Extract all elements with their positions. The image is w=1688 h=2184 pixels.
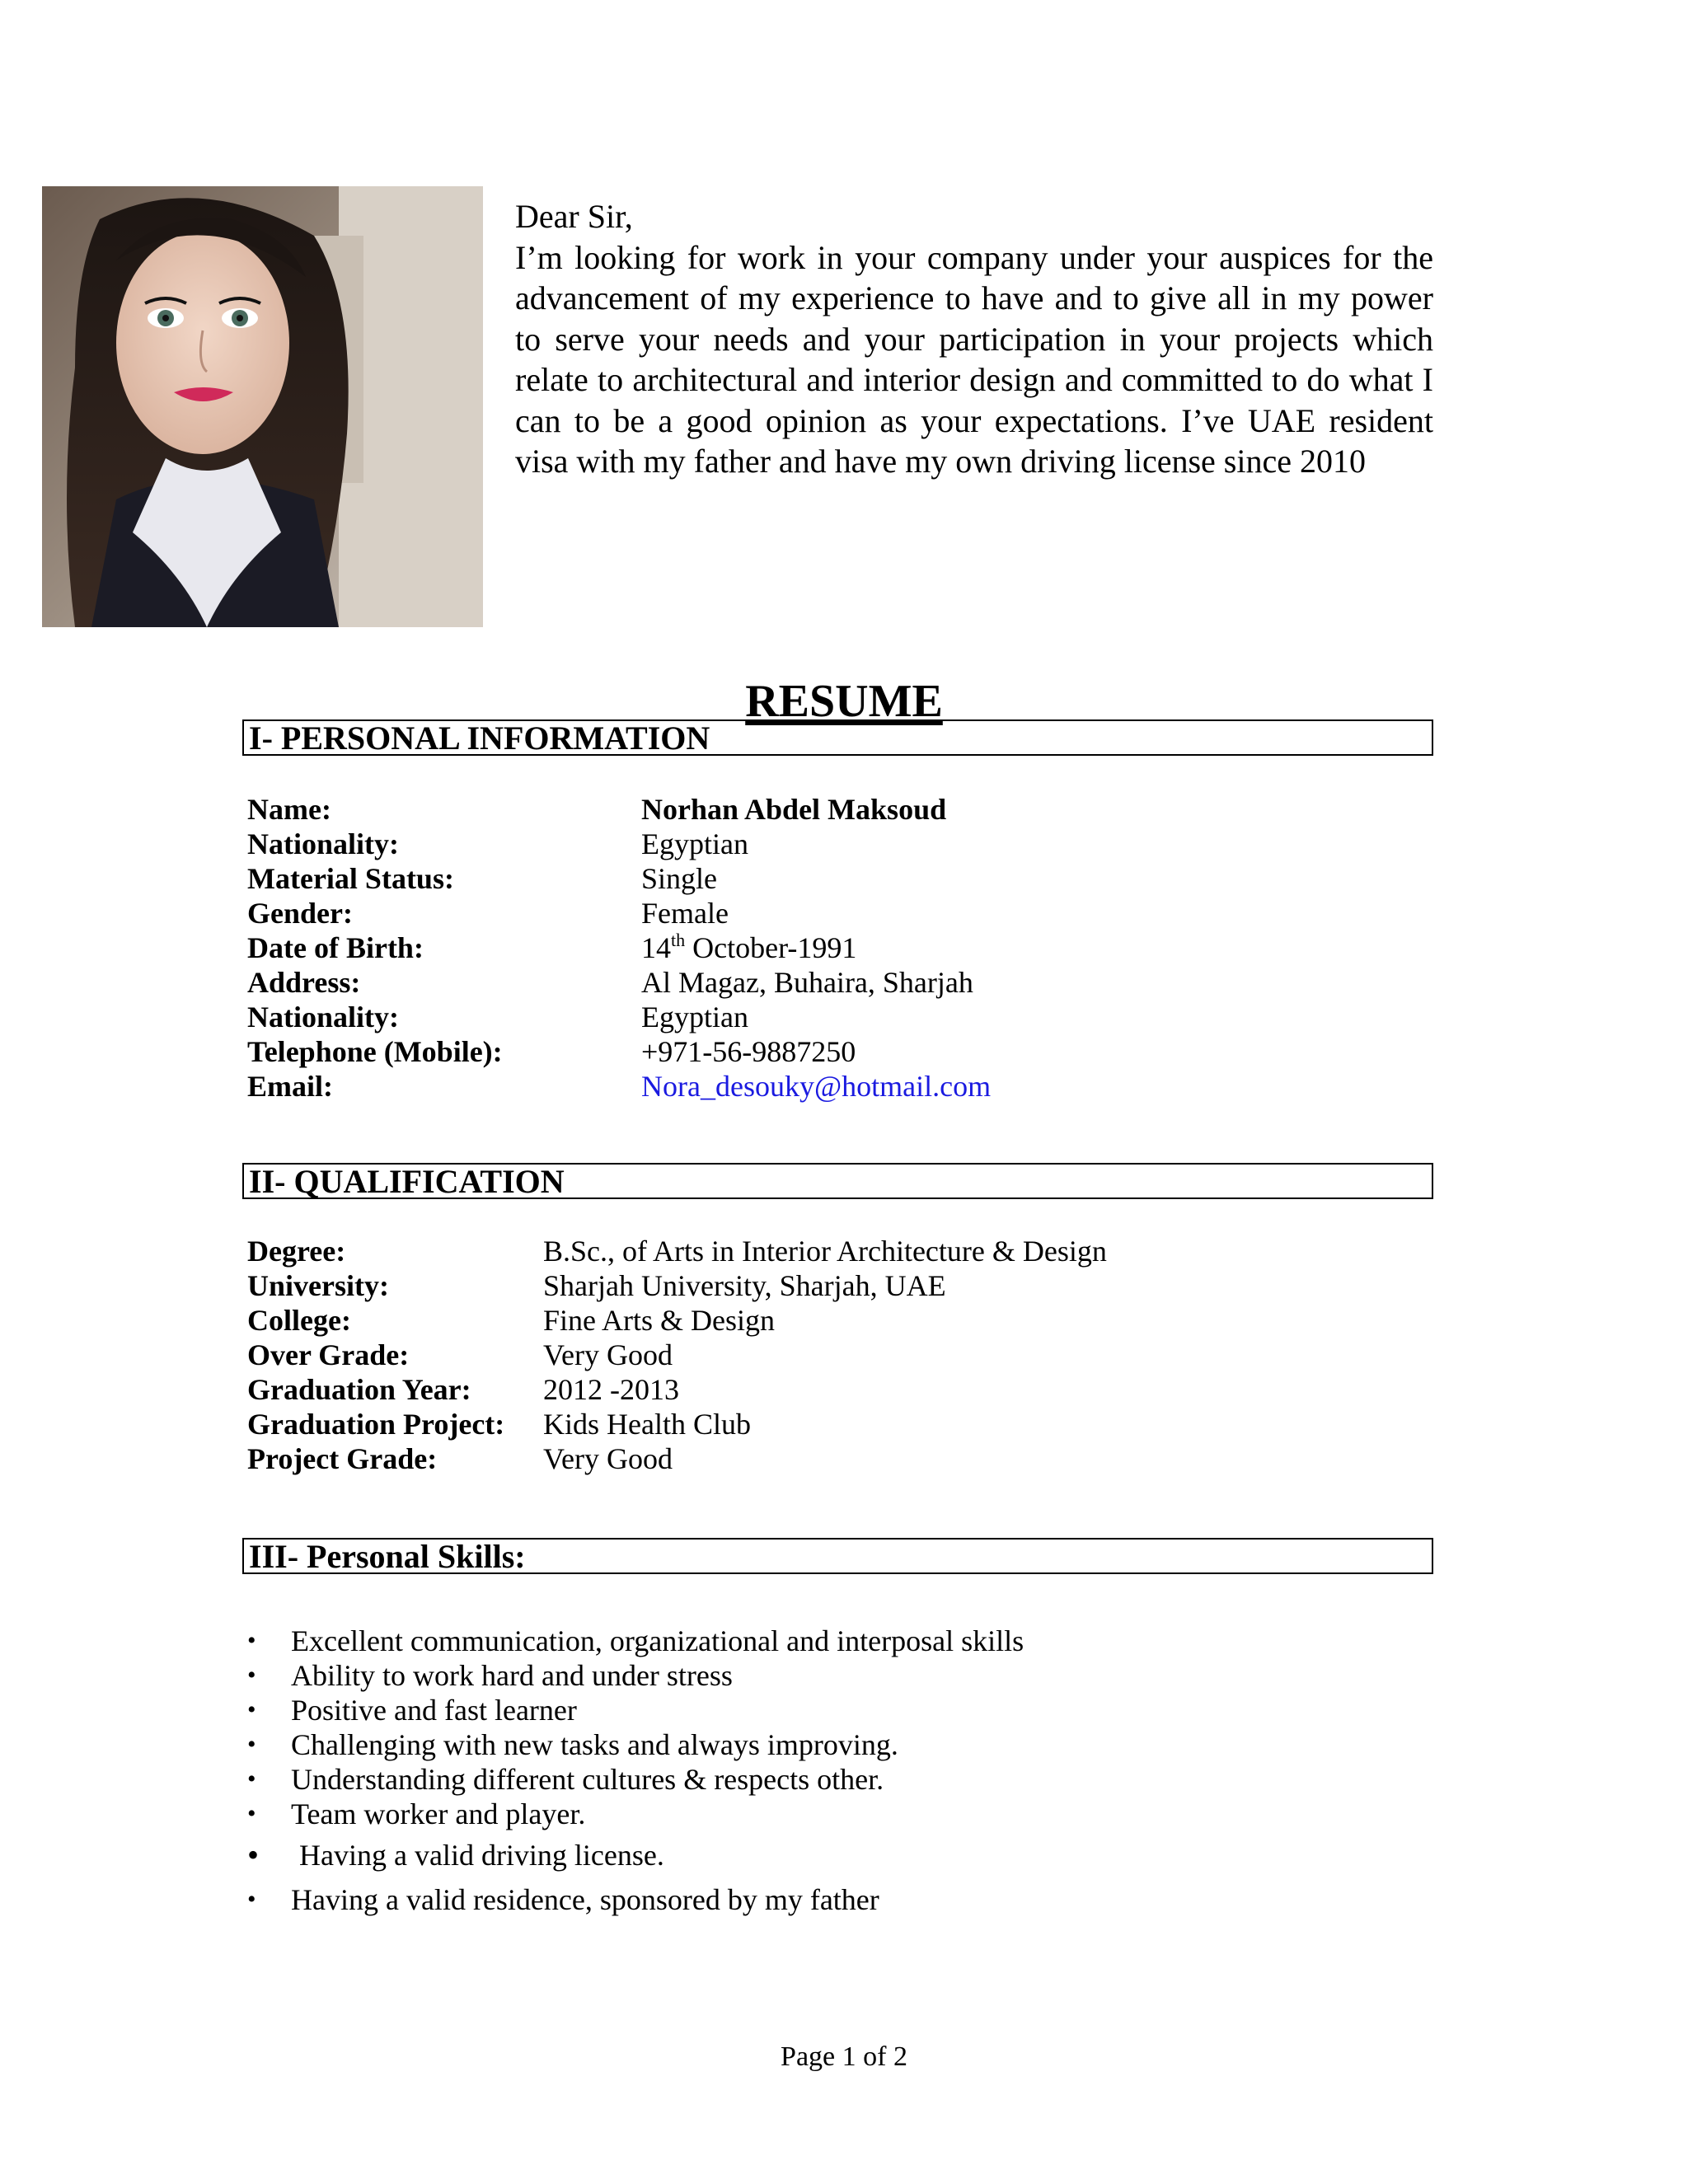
bullet-icon: • [247,1696,256,1723]
field-label: Project Grade: [247,1442,438,1475]
cover-letter [515,196,1433,482]
field-label: Address: [247,966,361,999]
table-row [247,1000,991,1034]
birth-day: 14 [641,931,671,964]
bullet-icon: • [247,1765,256,1793]
field-label: Material Status: [247,862,454,895]
bullet-icon: • [247,1836,260,1873]
personal-info-heading: I- PERSONAL INFORMATION [242,719,1433,756]
field-label: Date of Birth: [247,931,424,964]
list-item: • Having a valid residence, sponsored by my father [247,1883,879,1916]
email-cell [641,1069,991,1104]
table-row [247,1407,1107,1441]
table-row [247,1034,991,1069]
marital-status-value: Single [641,862,718,895]
field-label: Over Grade: [247,1338,410,1371]
college-value: Fine Arts & Design [543,1304,776,1337]
over-grade-value: Very Good [543,1338,673,1371]
list-item: • Team worker and player. [247,1797,586,1830]
birth-month-year: October-1991 [685,931,857,964]
table-row [247,1069,991,1104]
nationality-value: Egyptian [641,1001,748,1033]
address-value: Al Magaz, Buhaira, Sharjah [641,966,973,999]
field-label: Name: [247,793,331,826]
field-label: Nationality: [247,827,399,860]
personal-info-table [247,792,991,1104]
letter-body: I’m looking for work in your company under your auspices for the advancement of my experience to have and to give all in my power to serve your needs and your participation in your projects which relate to architectural and interior design and committed to do what I can to be a good opinion as your expectations. I’ve UAE resident visa with my father and have my own driving license since 2010 [515,238,1433,480]
personal-skills-heading: III- Personal Skills: [242,1538,1433,1574]
table-row [247,792,991,827]
date-of-birth-value [641,930,991,965]
qualification-heading: II- QUALIFICATION [242,1163,1433,1199]
field-label: Graduation Project: [247,1408,505,1441]
field-label: Gender: [247,897,353,930]
list-item: • Having a valid driving license. [247,1836,664,1873]
ordinal-suffix: th [671,930,686,950]
degree-value: B.Sc., of Arts in Interior Architecture & Design [543,1235,1107,1268]
field-label: Graduation Year: [247,1373,471,1406]
table-row [247,1234,1107,1268]
profile-photo [42,186,483,627]
list-item: • Challenging with new tasks and always improving. [247,1728,898,1761]
skills-list [247,1624,1024,1917]
resume-title: RESUME [745,676,943,727]
table-row [247,1338,1107,1372]
field-label: Telephone (Mobile): [247,1035,503,1068]
university-value: Sharjah University, Sharjah, UAE [543,1269,946,1302]
table-row [247,930,991,965]
graduation-year-value: 2012 -2013 [543,1373,679,1406]
letter-greeting: Dear Sir, [515,198,633,235]
nationality-value: Egyptian [641,827,748,860]
table-row [247,1303,1107,1338]
table-row [247,896,991,930]
page-number: Page 1 of 2 [781,2041,907,2072]
bullet-icon: • [247,1731,256,1758]
bullet-icon: • [247,1627,256,1654]
table-row [247,1372,1107,1407]
list-item: • Ability to work hard and under stress [247,1659,733,1692]
profile-photo-image [42,186,483,627]
field-label: Nationality: [247,1001,399,1033]
table-row [247,861,991,896]
telephone-value: +971-56-9887250 [641,1035,856,1068]
email-link[interactable]: Nora_desouky@hotmail.com [641,1070,992,1103]
field-label: Degree: [247,1235,346,1268]
table-row [247,1268,1107,1303]
table-row [247,965,991,1000]
table-row [247,1441,1107,1476]
bullet-icon: • [247,1661,256,1689]
field-label: College: [247,1304,351,1337]
bullet-icon: • [247,1800,256,1827]
name-value: Norhan Abdel Maksoud [641,793,947,826]
list-item: • Understanding different cultures & respects other. [247,1763,884,1796]
field-label: Email: [247,1070,333,1103]
list-item: • Positive and fast learner [247,1694,577,1727]
table-row [247,827,991,861]
gender-value: Female [641,897,729,930]
field-label: University: [247,1269,389,1302]
bullet-icon: • [247,1886,256,1913]
qualification-table [247,1234,1107,1476]
list-item: • Excellent communication, organizational and interposal skills [247,1624,1025,1657]
graduation-project-value: Kids Health Club [543,1408,751,1441]
project-grade-value: Very Good [543,1442,673,1475]
